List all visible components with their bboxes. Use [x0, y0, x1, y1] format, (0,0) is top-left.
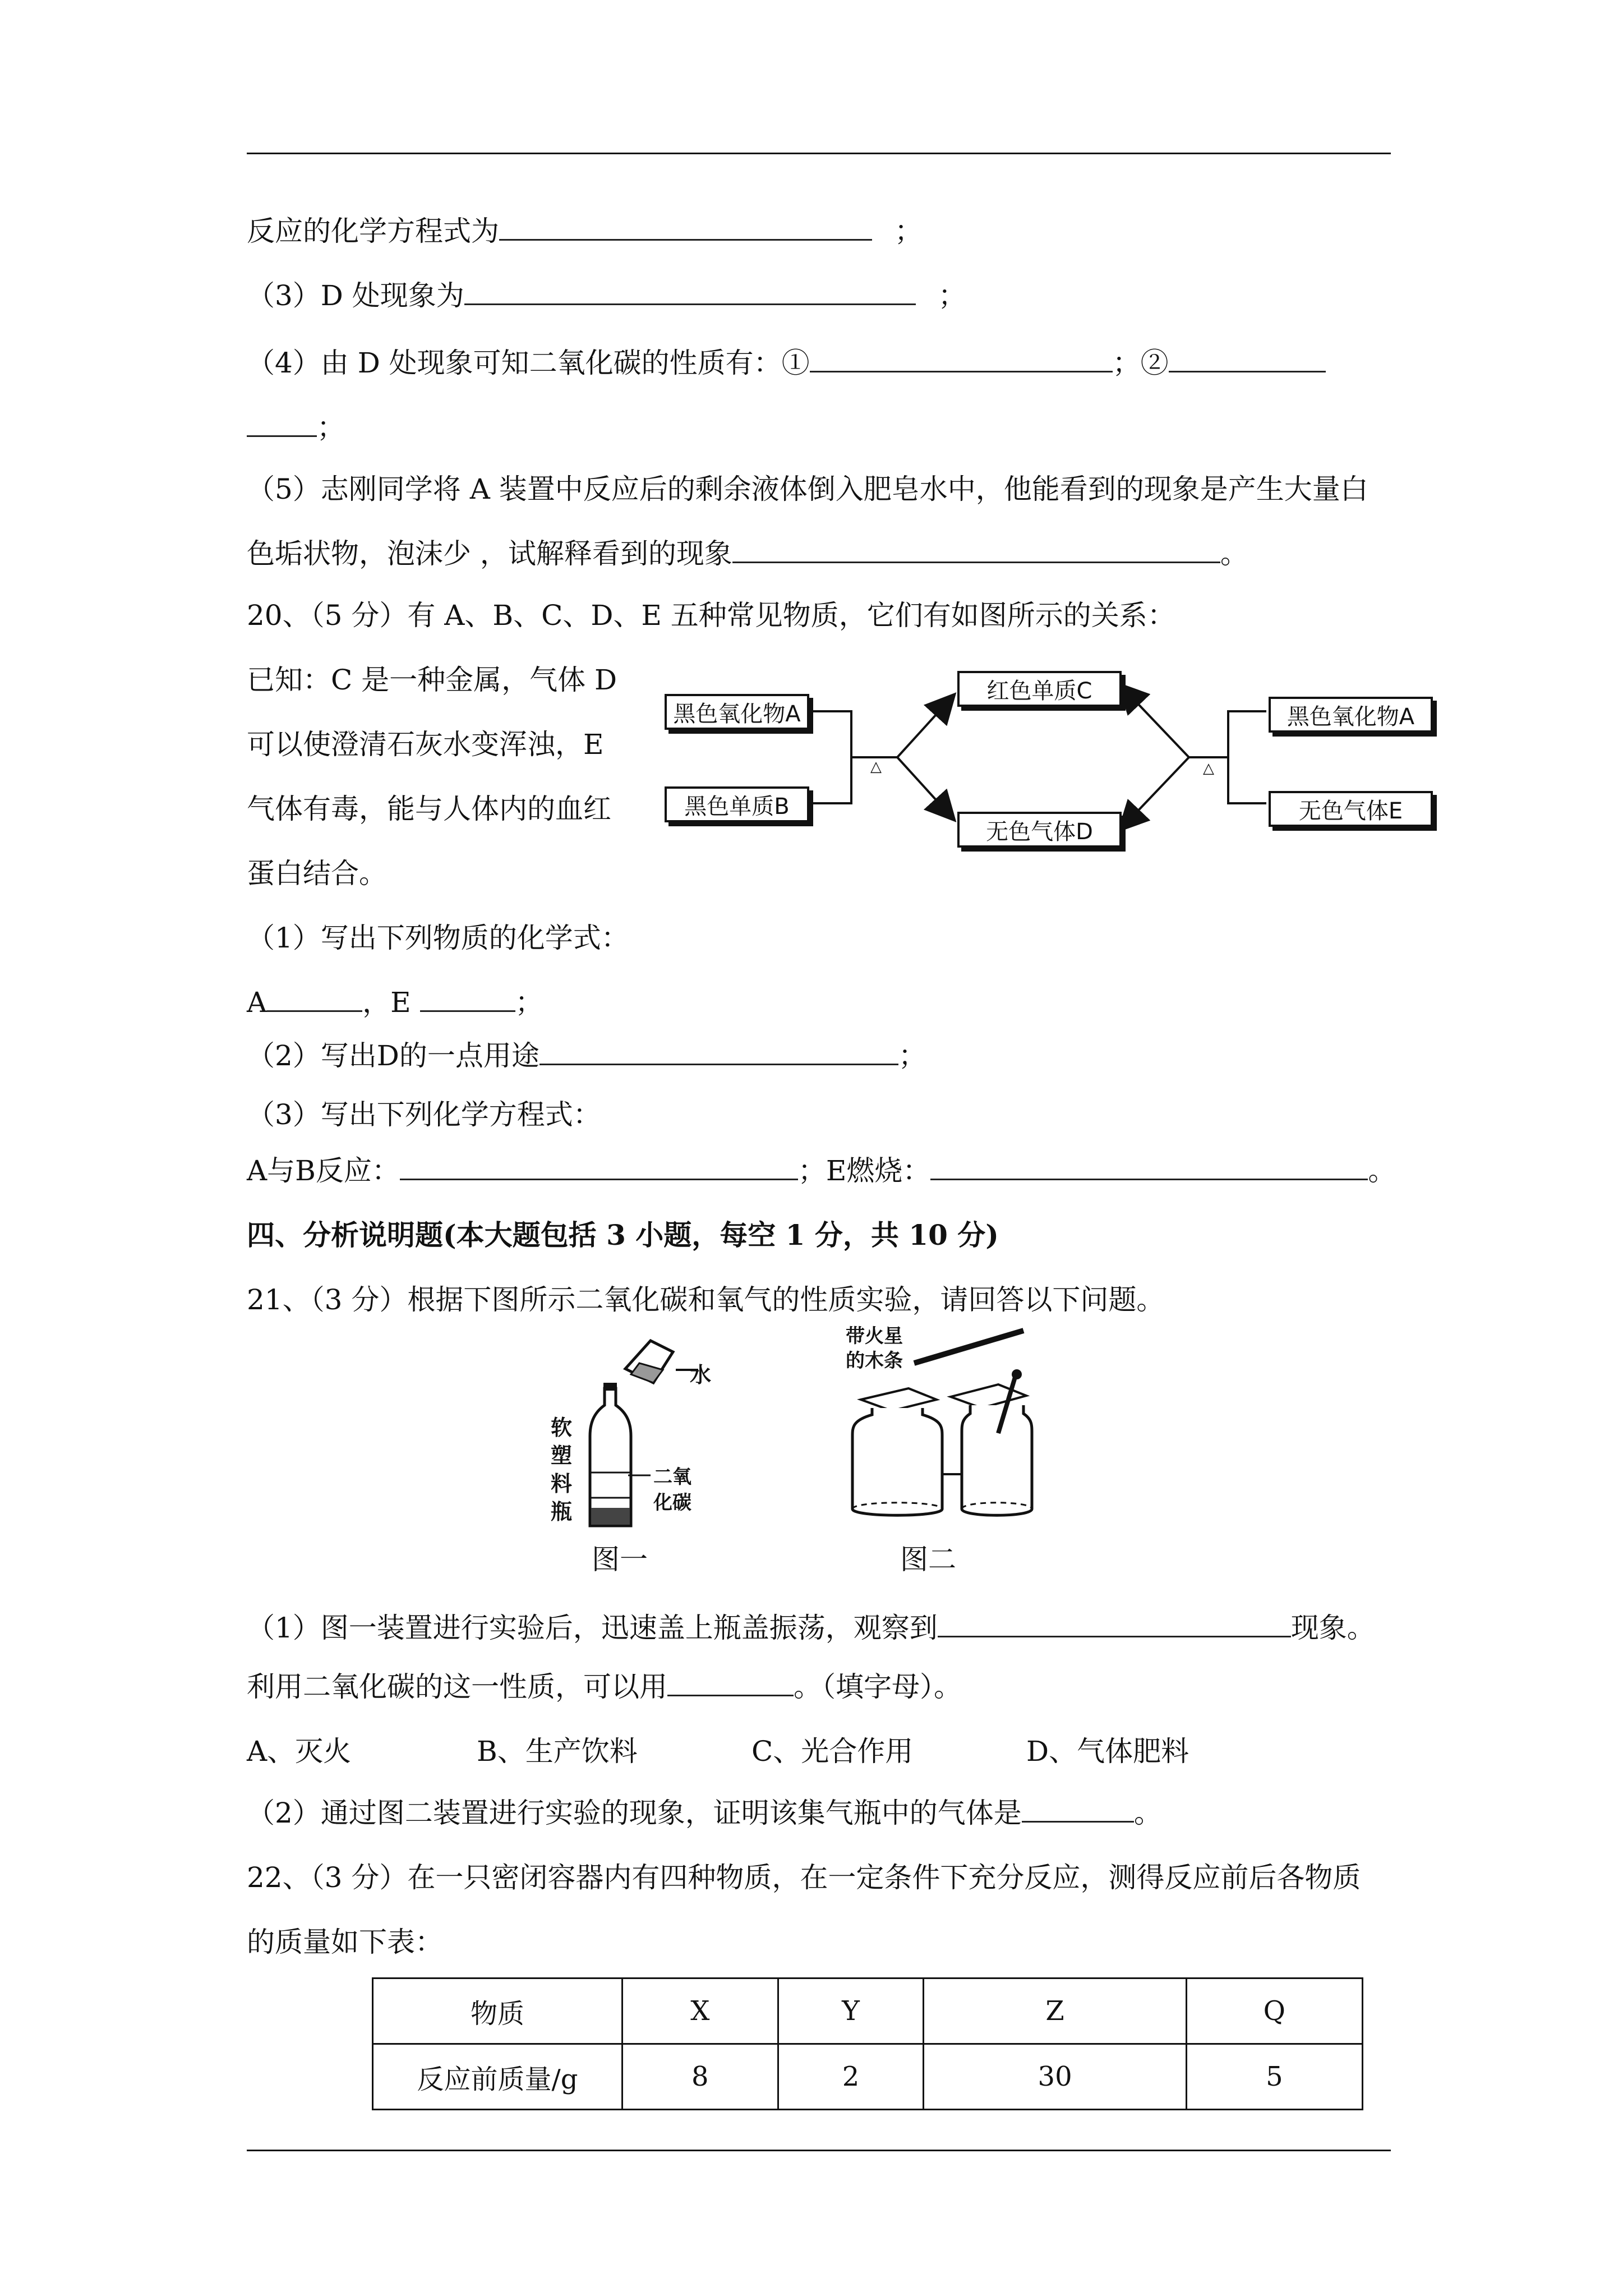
box-label: 红色单质C	[986, 678, 1092, 704]
punct: ；	[317, 411, 345, 444]
q20-known-text: 蛋白结合。	[247, 857, 387, 890]
q20-sub3-text: （3）写出下列化学方程式：	[247, 1098, 601, 1131]
table-header-cell: Z	[924, 1978, 1186, 2044]
q21-title	[247, 1282, 1164, 1318]
q21-sub1-end: 现象。	[1290, 1612, 1375, 1644]
q21-sub1b-text: 利用二氧化碳的这一性质，可以用	[247, 1671, 667, 1703]
figure-1	[538, 1329, 712, 1588]
label-a: A	[247, 986, 268, 1019]
table-header-row	[373, 1978, 1363, 2044]
table-header-cell: Q	[1186, 1978, 1362, 2044]
table-cell: 反应前质量/g	[373, 2044, 623, 2110]
label-char: 软	[551, 1415, 573, 1440]
table-cell: 8	[623, 2044, 778, 2110]
box-red-element-c	[957, 671, 1122, 707]
punct: ；	[895, 215, 923, 247]
box-label: 黑色单质B	[684, 793, 790, 820]
figure-2	[830, 1324, 1066, 1588]
label-e: ，E	[362, 986, 420, 1019]
box-colorless-gas-d	[957, 812, 1122, 848]
q19-line1-text: 反应的化学方程式为	[247, 215, 499, 247]
label-a-b: A与B反应：	[247, 1154, 400, 1187]
q20-sub3-equations	[247, 1153, 1396, 1189]
box-colorless-gas-e	[1269, 791, 1433, 827]
table-row	[373, 2044, 1363, 2110]
q19-part4-mid: ；②	[1112, 347, 1169, 379]
answer-blank-a[interactable]	[267, 986, 362, 1012]
q20-sub2-text: （2）写出D的一点用途	[247, 1039, 540, 1072]
q21-title-text: 21、（3 分）根据下图所示二氧化碳和氧气的性质实验，请回答以下问题。	[247, 1283, 1165, 1316]
table-cell: 30	[924, 2044, 1186, 2110]
option-c[interactable]: C、光合作用	[751, 1735, 914, 1768]
label-line: 的木条	[846, 1350, 903, 1372]
q20-sub3	[247, 1097, 601, 1133]
figure-1-caption: 图一	[592, 1543, 648, 1576]
q21-sub1-text: （1）图一装置进行实验后，迅速盖上瓶盖振荡，观察到	[247, 1612, 938, 1644]
table-header-cell: X	[623, 1978, 778, 2044]
label-line: 带火星	[846, 1325, 903, 1347]
box-black-element-b	[665, 786, 809, 822]
box-black-oxide-a-left	[665, 694, 809, 730]
section-heading	[247, 1217, 999, 1253]
answer-blank-e[interactable]	[420, 986, 515, 1012]
q19-part4-text: （4）由 D 处现象可知二氧化碳的性质有：①	[247, 347, 810, 379]
q19-part5-text2: 色垢状物，泡沫少 ，试解释看到的现象	[247, 537, 732, 570]
figure-2-caption: 图二	[900, 1543, 956, 1576]
q22-title-text: 22、（3 分）在一只密闭容器内有四种物质，在一定条件下充分反应，测得反应前后各物质	[247, 1861, 1361, 1894]
q21-sub1-a	[247, 1610, 1375, 1646]
table-header-cell: 物质	[373, 1978, 623, 2044]
q22-title	[247, 1860, 1361, 1895]
label-char: 瓶	[551, 1499, 573, 1524]
table-header-cell: Y	[778, 1978, 924, 2044]
box-label: 无色气体E	[1298, 798, 1403, 824]
label-char: 料	[551, 1471, 573, 1496]
option-a[interactable]: A、灭火	[247, 1735, 352, 1768]
footer-rule	[247, 2150, 1391, 2151]
box-label: 黑色氧化物A	[673, 701, 801, 727]
q20-known-text: 气体有毒，能与人体内的血红	[247, 793, 611, 825]
q20-sub1-text: （1）写出下列物质的化学式：	[247, 922, 629, 954]
box-black-oxide-a-right	[1269, 697, 1433, 733]
answer-blank-e-burn[interactable]	[930, 1154, 1368, 1180]
q21-sub1-b	[247, 1669, 962, 1705]
q20-title-text: 20、（5 分）有 A、B、C、D、E 五种常见物质，它们有如图所示的关系：	[247, 599, 1175, 632]
q22-title2	[247, 1924, 443, 1960]
mass-table	[372, 1977, 1363, 2110]
heat-condition-right: △	[1203, 760, 1214, 777]
label-line: 二氧	[653, 1466, 691, 1488]
answer-blank[interactable]	[938, 1611, 1291, 1637]
answer-blank[interactable]	[667, 1670, 794, 1696]
box-label: 无色气体D	[986, 818, 1093, 845]
q20-sub1	[247, 920, 629, 956]
q21-sub2-text: （2）通过图二装置进行实验的现象，证明该集气瓶中的气体是	[247, 1797, 1022, 1829]
answer-blank-ab[interactable]	[400, 1154, 798, 1180]
q19-part3-text: （3）D 处现象为	[247, 279, 464, 312]
punct: 。	[1368, 1154, 1396, 1187]
answer-blank[interactable]	[1022, 1796, 1134, 1823]
label-e-burn: ；E燃烧：	[797, 1154, 931, 1187]
q20-sub1-answers	[247, 984, 543, 1020]
q19-part5-text: （5）志刚同学将 A 装置中反应后的剩余液体倒入肥皂水中，他能看到的现象是产生大量白	[247, 473, 1368, 505]
q22-title2-text: 的质量如下表：	[247, 1926, 443, 1958]
gas-jars-illustration	[830, 1324, 1066, 1537]
option-b[interactable]: B、生产饮料	[477, 1735, 638, 1768]
relationship-diagram-lines	[0, 0, 1623, 898]
label-char: 塑	[551, 1443, 573, 1468]
punct: ；	[898, 1039, 926, 1072]
q21-sub1b-end: 。（填字母）。	[794, 1671, 962, 1703]
option-d[interactable]: D、气体肥料	[1026, 1735, 1189, 1768]
heat-condition-left: △	[870, 758, 882, 775]
label-water: 水	[690, 1363, 712, 1387]
punct: 。	[1220, 537, 1248, 570]
label-soft-bottle	[551, 1414, 575, 1526]
q20-known-text: 可以使澄清石灰水变浑浊，E	[247, 728, 604, 761]
punct: ；	[515, 986, 543, 1019]
label-co2	[653, 1464, 691, 1516]
box-label: 黑色氧化物A	[1287, 703, 1415, 730]
punct: 。	[1133, 1797, 1162, 1829]
punct: ；	[938, 279, 966, 312]
q20-known-text: 已知：C 是一种金属，气体 D	[247, 664, 617, 696]
label-line: 化碳	[653, 1492, 691, 1514]
q20-sub2	[247, 1038, 926, 1074]
q21-options	[247, 1733, 1189, 1769]
table-cell: 2	[778, 2044, 924, 2110]
table-cell: 5	[1186, 2044, 1362, 2110]
q21-sub2	[247, 1795, 1162, 1831]
section-heading-text: 四、分析说明题(本大题包括 3 小题，每空 1 分，共 10 分)	[247, 1218, 999, 1251]
answer-blank[interactable]	[540, 1039, 898, 1065]
